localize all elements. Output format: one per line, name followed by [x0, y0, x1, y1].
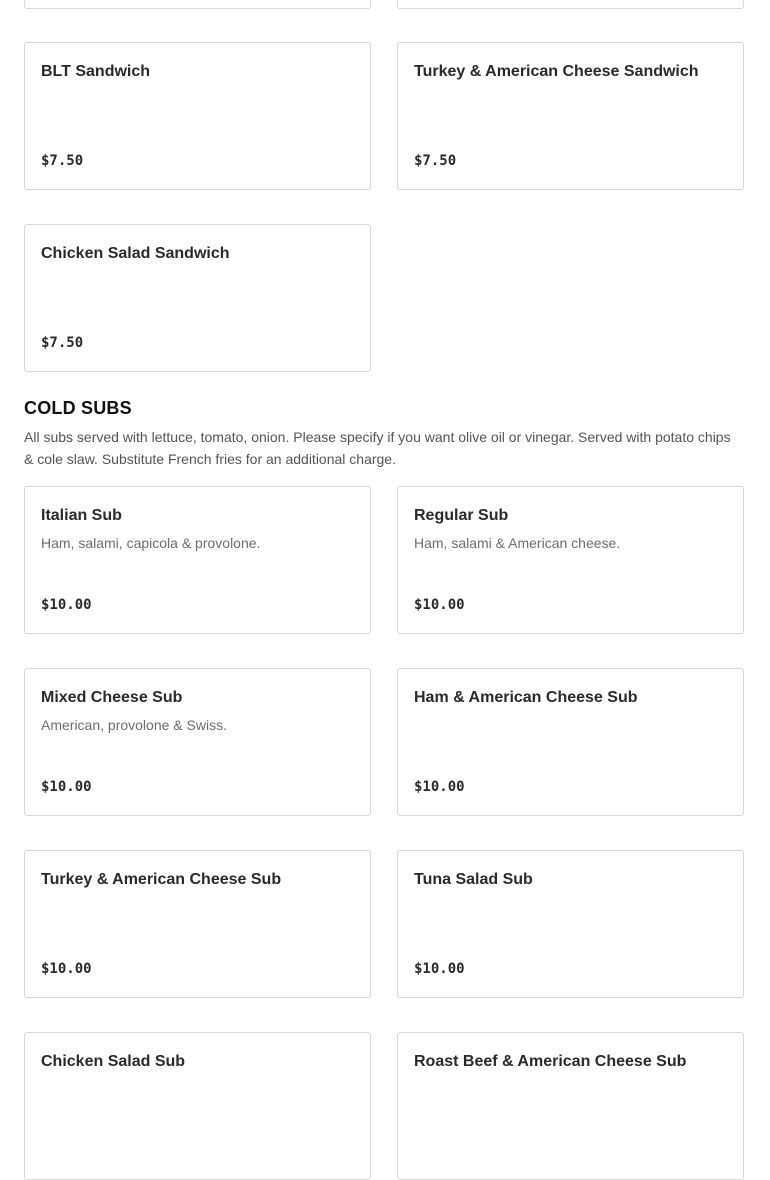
item-description: Ham, salami & American cheese. — [414, 535, 621, 551]
item-price: $10.00 — [414, 779, 465, 795]
menu-item-card[interactable] — [24, 486, 371, 634]
item-name: BLT Sandwich — [41, 63, 151, 80]
menu-item-card[interactable] — [24, 850, 371, 998]
menu-item-card[interactable] — [24, 0, 371, 9]
menu-item-card[interactable] — [397, 486, 744, 634]
menu-item-card[interactable] — [397, 850, 744, 998]
menu-item-card[interactable] — [397, 42, 744, 190]
item-name: Tuna Salad Sub — [414, 871, 533, 888]
item-name: Italian Sub — [41, 507, 122, 524]
item-name: Turkey & American Cheese Sandwich — [414, 63, 699, 80]
item-price: $10.00 — [414, 597, 465, 613]
menu-item-card[interactable] — [397, 668, 744, 816]
item-price: $10.00 — [41, 961, 92, 977]
item-price: $10.00 — [41, 597, 92, 613]
item-price: $10.00 — [41, 779, 92, 795]
item-name: Turkey & American Cheese Sub — [41, 871, 282, 888]
item-name: Mixed Cheese Sub — [41, 689, 183, 706]
menu-item-card[interactable] — [397, 1032, 744, 1180]
item-description: American, provolone & Swiss. — [41, 717, 227, 733]
menu-item-card[interactable] — [24, 1032, 371, 1180]
item-price: $7.50 — [41, 335, 84, 351]
menu-item-card[interactable] — [24, 224, 371, 372]
item-name: Roast Beef & American Cheese Sub — [414, 1053, 687, 1070]
section-title: COLD SUBS — [24, 398, 132, 418]
item-price: $7.50 — [41, 153, 84, 169]
section-description: All subs served with lettuce, tomato, onion. Please specify if you want olive oil or vinegar. Served with potato chips & cole slaw. Substitute French fries for an additional charge. — [24, 429, 731, 467]
item-name: Chicken Salad Sub — [41, 1053, 186, 1070]
item-description: Ham, salami, capicola & provolone. — [41, 535, 261, 551]
item-price: $7.50 — [414, 153, 457, 169]
item-price: $10.00 — [414, 961, 465, 977]
item-name: Regular Sub — [414, 507, 509, 524]
menu-item-card[interactable] — [397, 0, 744, 9]
item-name: Ham & American Cheese Sub — [414, 689, 638, 706]
menu-item-card[interactable] — [24, 668, 371, 816]
menu-item-card[interactable] — [24, 42, 371, 190]
item-name: Chicken Salad Sandwich — [41, 245, 230, 262]
